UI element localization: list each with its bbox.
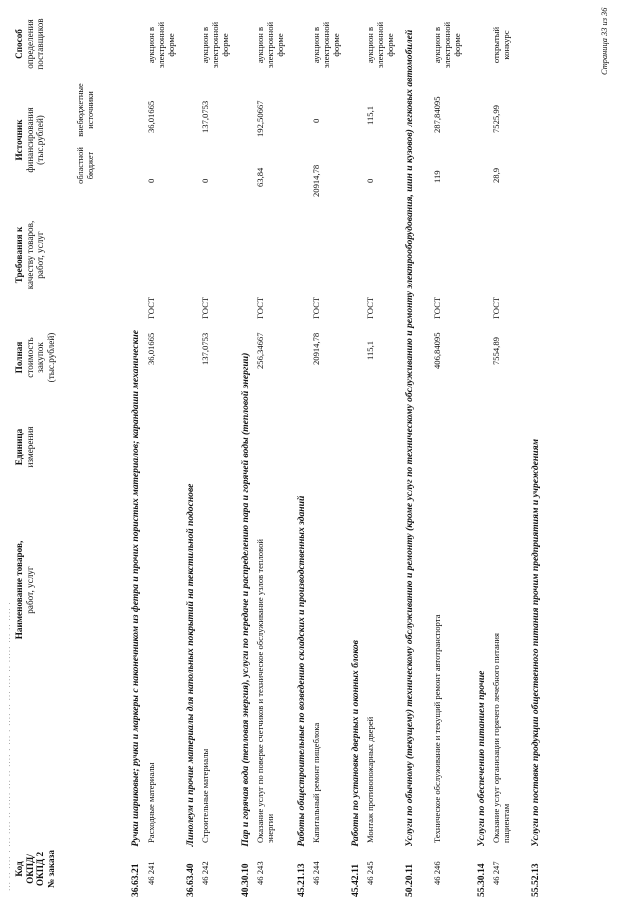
item-method: открытый конкурс [491,26,511,64]
header-code: Код ОКПД/ ОКПД 2 № заказа [14,850,56,888]
item-requirement: ГОСТ [200,296,210,319]
item-extra: 0 [311,118,321,123]
item-budget: 0 [365,178,375,183]
item-budget: 20914,78 [311,164,321,197]
item-requirement: ГОСТ [491,296,501,319]
item-extra: 36,01665 [146,100,156,133]
item-cost: 7554,89 [491,337,501,365]
item-name: Оказание услуг по поверке счетчиков и техническое обслуживание узлов тепловой энергии [255,539,275,843]
item-method: аукцион в электронной форме [311,21,341,69]
item-cost: 137,0753 [200,332,210,365]
group-heading: 36.63.21 Ручки шариковые; ручки и маркеры с наконечником из фетра и прочих пористых материалов; карандаши механические [130,329,141,897]
item-cost: 406,84095 [432,332,442,369]
item-cost: 20914,78 [311,332,321,365]
group-heading: 45.42.11 Работы по установке дверных и оконных блоков [350,640,361,897]
item-budget: 28,9 [491,167,501,183]
group-heading: 40.30.10 Пар и горячая вода (тепловая энергия), услуги по передаче и распределению пара и горячей воды (тепловой энергии) [240,352,251,897]
group-heading: 36.63.40 Линолеум и прочие материалы для напольных покрытий на текстильной подоснове [185,483,196,897]
item-method: аукцион в электронной форме [146,21,176,69]
order-number: 46 246 [432,861,442,885]
item-budget: 119 [432,170,442,183]
item-extra: 115,1 [365,105,375,125]
item-method: аукцион в электронной форме [200,21,230,69]
header-source-extra: внебюджетные источники [76,83,95,137]
item-requirement: ГОСТ [432,296,442,319]
group-heading: 45.21.13 Работы общестроительные по возведению складских и производственных зданий [296,495,307,897]
item-requirement: ГОСТ [146,296,156,319]
item-name: Расходные материалы [146,762,156,843]
page-number: Страница 33 из 36 [600,7,609,75]
scan-noise: ··· ·· ···· · ··· ···· ·· ····· ··· ·· ···· · ··· · ···· ·· ··· ···· ·· ····· ··· ·· ···· · [6,601,14,891]
order-number: 46 242 [200,861,210,885]
item-cost: 256,34667 [255,332,265,369]
item-name: Строительные материалы [200,748,210,843]
group-heading: 55.30.14 Услуги по обеспечению питанием прочие [476,670,487,897]
header-unit: Единица измерения [14,426,35,468]
item-extra: 192,50667 [255,100,265,137]
item-budget: 63,84 [255,167,265,187]
item-name: Оказание услуг организации горячего лечебного питания пациентам [491,633,511,843]
item-name: Техническое обслуживание и текущий ремонт автотранспорта [432,614,442,843]
item-name: Капитальный ремонт пищеблока [311,722,321,843]
item-budget: 0 [200,178,210,183]
item-cost: 36,01665 [146,332,156,365]
item-extra: 287,84095 [432,96,442,133]
order-number: 46 243 [255,861,265,885]
item-cost: 115,1 [365,340,375,360]
header-source: Источник финансирования (тыс.рублей) [14,107,45,173]
header-cost: Полная стоимость закупок (тыс.рублей) [14,332,56,383]
header-source-budget: областной бюджет [76,147,95,184]
item-method: аукцион в электронной форме [432,21,462,69]
item-name: Монтаж противопожарных дверей [365,716,375,843]
order-number: 46 241 [146,861,156,885]
item-requirement: ГОСТ [255,296,265,319]
header-name: Наименование товаров, работ, услуг [14,540,35,640]
order-number: 46 245 [365,861,375,885]
item-budget: 0 [146,178,156,183]
order-number: 46 247 [491,861,501,885]
item-requirement: ГОСТ [311,296,321,319]
header-method: Способ определения поставщиков [14,18,45,70]
item-method: аукцион в электронной форме [255,21,285,69]
order-number: 46 244 [311,861,321,885]
item-extra: 137,0753 [200,100,210,133]
item-method: аукцион в электронной форме [365,21,395,69]
item-extra: 7525,99 [491,105,501,133]
group-heading: 50.20.11 Услуги по обычному (текущему) техническому обслуживанию и ремонту (кроме услуг по техническому обслуживанию и ремонту электрооборудования, шин и кузовов) легковых автомобилей [404,29,415,897]
item-requirement: ГОСТ [365,296,375,319]
header-requirements: Требования к качеству товаров, работ, услуг [14,220,45,290]
group-heading: 55.52.13 Услуги по поставке продукции общественного питания прочим предприятиям и учреждениям [530,438,541,897]
